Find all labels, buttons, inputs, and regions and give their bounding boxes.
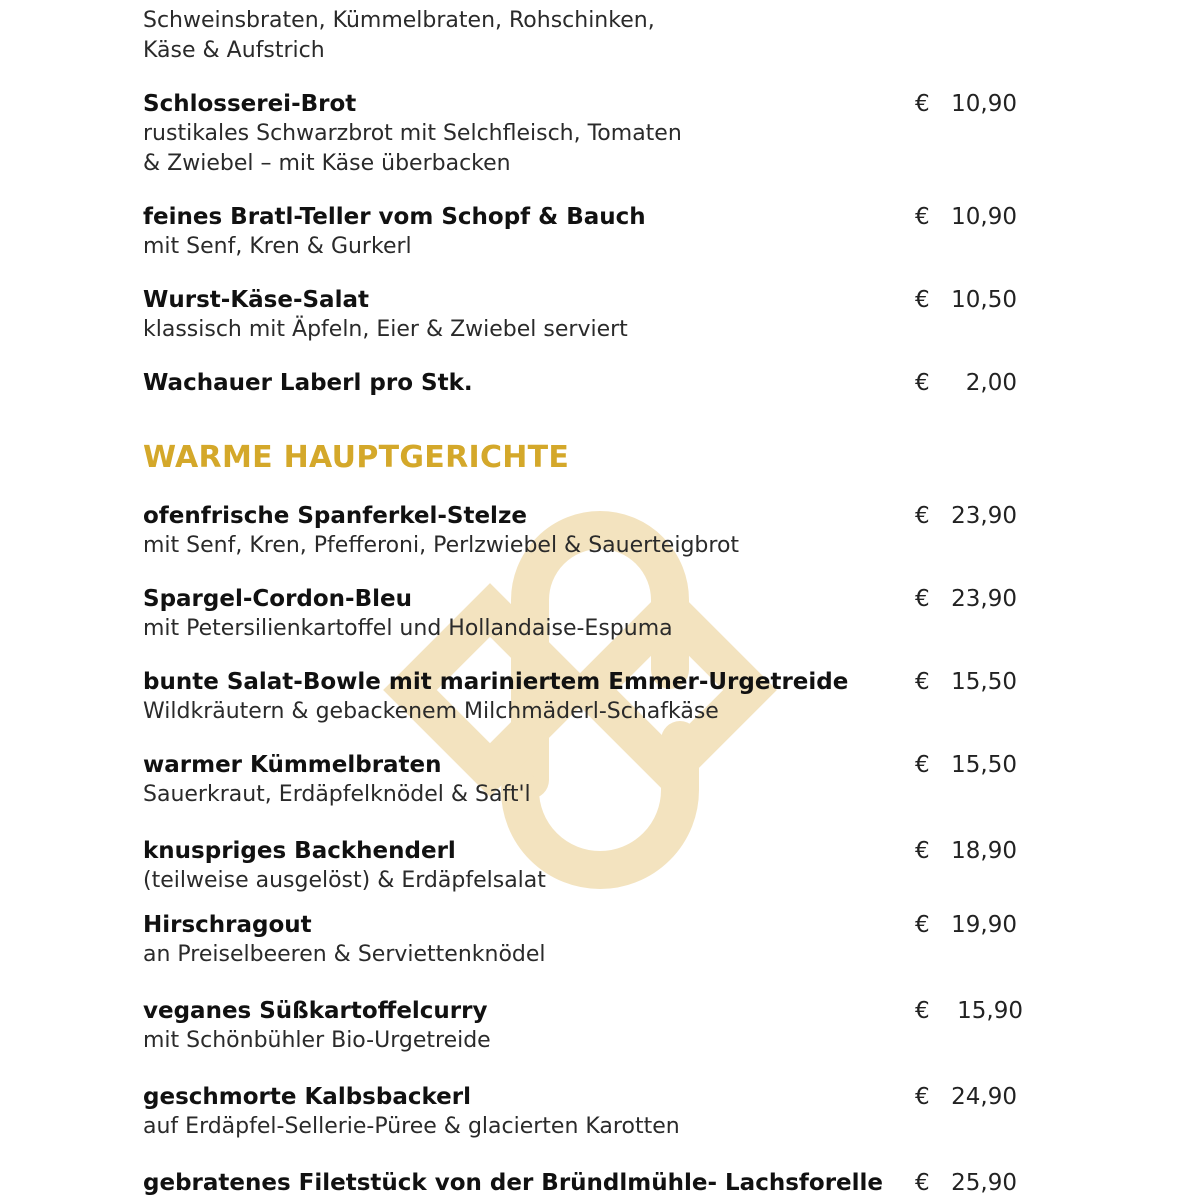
- menu-item: [143, 996, 1043, 1056]
- menu-item: [143, 368, 1043, 398]
- item-description: (teilweise ausgelöst) & Erdäpfelsalat: [143, 868, 546, 893]
- item-price: 25,90: [951, 1170, 1017, 1196]
- item-price: 18,90: [951, 838, 1017, 864]
- currency-symbol: €: [915, 838, 930, 864]
- currency-symbol: €: [915, 752, 930, 778]
- item-name: geschmorte Kalbsbackerl: [143, 1084, 471, 1110]
- currency-symbol: €: [915, 1084, 930, 1110]
- item-description: Schweinsbraten, Kümmelbraten, Rohschinken,: [143, 8, 655, 33]
- item-price: 10,50: [951, 287, 1017, 313]
- item-name: ofenfrische Spanferkel-Stelze: [143, 503, 527, 529]
- item-name: knuspriges Backhenderl: [143, 838, 456, 864]
- currency-symbol: €: [915, 998, 930, 1024]
- currency-symbol: €: [915, 1170, 930, 1196]
- item-name: Schlosserei-Brot: [143, 91, 357, 117]
- item-description: mit Senf, Kren, Pfefferoni, Perlzwiebel & Sauerteigbrot: [143, 533, 740, 558]
- menu-item: [143, 1168, 1043, 1198]
- item-price: 23,90: [951, 503, 1017, 529]
- menu-item: [143, 584, 1043, 644]
- item-description: rustikales Schwarzbrot mit Selchfleisch, Tomaten: [143, 121, 682, 146]
- item-price: 10,90: [951, 204, 1017, 230]
- currency-symbol: €: [915, 503, 930, 529]
- menu-item: [143, 89, 1043, 179]
- item-price: 15,50: [951, 752, 1017, 778]
- currency-symbol: €: [915, 204, 930, 230]
- menu-item: [143, 667, 1043, 727]
- item-name: gebratenes Filetstück von der Bründlmühle- Lachsforelle: [143, 1170, 884, 1196]
- item-name: Wachauer Laberl pro Stk.: [143, 370, 473, 396]
- item-price: 2,00: [965, 370, 1017, 396]
- item-description: mit Petersilienkartoffel und Hollandaise-Espuma: [143, 616, 673, 641]
- menu-item: [143, 202, 1043, 262]
- currency-symbol: €: [915, 370, 930, 396]
- item-price: 24,90: [951, 1084, 1017, 1110]
- item-description: Sauerkraut, Erdäpfelknödel & Saft'l: [143, 782, 531, 807]
- item-description: an Preiselbeeren & Serviettenknödel: [143, 942, 546, 967]
- item-price: 23,90: [951, 586, 1017, 612]
- menu-item: [143, 836, 1043, 896]
- item-description: Wildkräutern & gebackenem Milchmäderl-Schafkäse: [143, 699, 719, 724]
- menu-item: [143, 1082, 1043, 1142]
- item-name: warmer Kümmelbraten: [143, 752, 442, 778]
- item-description: & Zwiebel – mit Käse überbacken: [143, 151, 511, 176]
- item-description: mit Senf, Kren & Gurkerl: [143, 234, 412, 259]
- item-name: Wurst-Käse-Salat: [143, 287, 369, 313]
- item-price: 15,50: [951, 669, 1017, 695]
- menu-item: [143, 501, 1043, 561]
- item-name: veganes Süßkartoffelcurry: [143, 998, 488, 1024]
- item-description: Käse & Aufstrich: [143, 38, 325, 63]
- item-name: Spargel-Cordon-Bleu: [143, 586, 412, 612]
- item-price: 10,90: [951, 91, 1017, 117]
- currency-symbol: €: [915, 669, 930, 695]
- menu-item: [143, 285, 1043, 345]
- currency-symbol: €: [915, 91, 930, 117]
- item-description: klassisch mit Äpfeln, Eier & Zwiebel serviert: [143, 317, 628, 342]
- item-description: mit Schönbühler Bio-Urgetreide: [143, 1028, 491, 1053]
- currency-symbol: €: [915, 287, 930, 313]
- menu-item: [143, 910, 1043, 970]
- item-price: 15,90: [957, 998, 1023, 1024]
- item-description: auf Erdäpfel-Sellerie-Püree & glacierten Karotten: [143, 1114, 680, 1139]
- item-price: 19,90: [951, 912, 1017, 938]
- menu-item-top: [143, 6, 1043, 66]
- menu-item: [143, 750, 1043, 810]
- item-name: feines Bratl-Teller vom Schopf & Bauch: [143, 204, 646, 230]
- item-name: Hirschragout: [143, 912, 312, 938]
- currency-symbol: €: [915, 912, 930, 938]
- item-name: bunte Salat-Bowle mit mariniertem Emmer-Urgetreide: [143, 669, 849, 695]
- section-heading: WARME HAUPTGERICHTE: [143, 440, 570, 475]
- currency-symbol: €: [915, 586, 930, 612]
